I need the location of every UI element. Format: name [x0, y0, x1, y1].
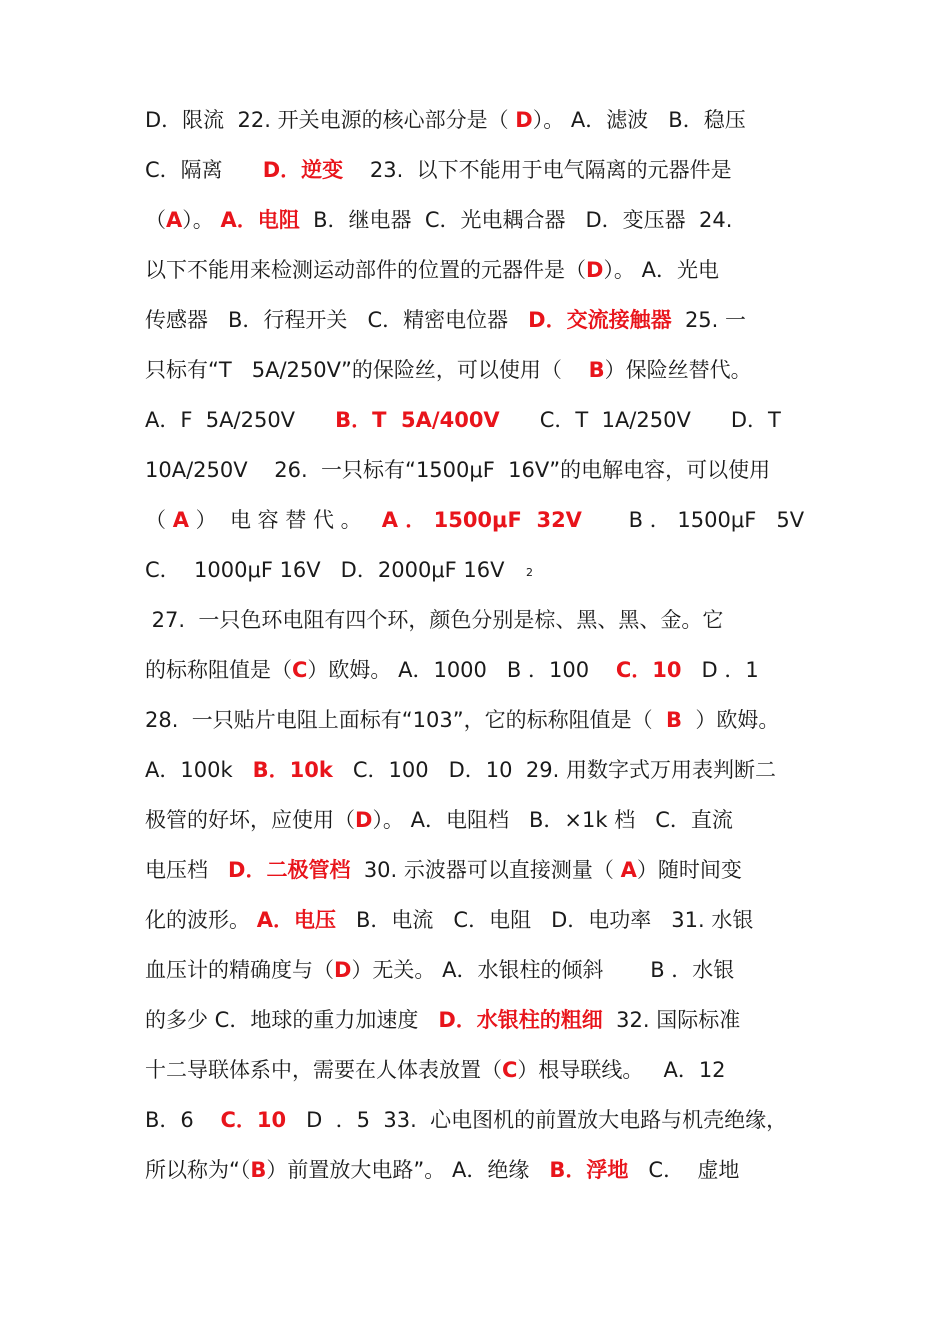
text-line — [145, 303, 825, 337]
text-line — [145, 803, 825, 837]
question-text: A．100k — [145, 758, 253, 782]
question-text: B．继电器 C．光电耦合器 D．变压器 24. — [299, 208, 733, 232]
question-text: 25. 一 — [671, 308, 747, 332]
answer-text: C．10 — [220, 1108, 287, 1132]
answer-text: D．交流接触器 — [528, 308, 672, 332]
answer-text: D．逆变 — [262, 158, 344, 182]
text-line — [145, 953, 825, 987]
question-text: ）。 A．光电 — [603, 258, 719, 282]
question-text: 极管的好坏，应使用（ — [145, 808, 355, 832]
text-line — [145, 853, 825, 887]
question-text: 化的波形。 — [145, 908, 257, 932]
answer-text: C — [502, 1058, 518, 1082]
question-text: （ — [145, 508, 173, 532]
text-line — [145, 1103, 825, 1137]
answer-text: A — [620, 858, 637, 882]
question-text: C． 虚地 — [628, 1158, 740, 1182]
question-text: C．100 D．10 29. 用数字式万用表判断二 — [332, 758, 776, 782]
answer-text: A ． 1500μF 32V — [381, 508, 582, 532]
answer-text: C — [292, 658, 308, 682]
question-text: C．隔离 — [145, 158, 263, 182]
text-line — [145, 1053, 825, 1087]
answer-text: B — [250, 1158, 267, 1182]
text-line — [145, 403, 825, 437]
text-line — [145, 1003, 825, 1037]
question-text: B．6 — [145, 1108, 221, 1132]
answer-text: A — [166, 208, 183, 232]
text-line — [145, 653, 825, 687]
question-text: C．T 1A/250V D．T — [499, 408, 781, 432]
question-text: A．F 5A/250V — [145, 408, 336, 432]
text-line — [145, 503, 825, 537]
question-text: ）前置放大电路”。 A．绝缘 — [266, 1158, 550, 1182]
question-text: 传感器 B．行程开关 C．精密电位器 — [145, 308, 529, 332]
text-line — [145, 903, 825, 937]
text-line — [145, 703, 825, 737]
question-text: 10A/250V 26. 一只标有“1500μF 16V”的电解电容，可以使用 — [145, 458, 771, 482]
question-text: 只标有“T 5A/250V”的保险丝，可以使用（ — [145, 358, 589, 382]
answer-text: A．电阻 — [220, 208, 300, 232]
text-line — [145, 553, 825, 587]
question-text: ）保险丝替代。 — [604, 358, 752, 382]
answer-text: D — [586, 258, 604, 282]
question-text: （ — [145, 208, 166, 232]
question-text: 以下不能用来检测运动部件的位置的元器件是（ — [145, 258, 586, 282]
answer-text: D — [334, 958, 352, 982]
question-text: ）根导联线。 A．12 — [517, 1058, 726, 1082]
question-text: ）随时间变 — [636, 858, 742, 882]
question-text: B ． 1500μF 5V — [581, 508, 805, 532]
answer-text: D — [355, 808, 373, 832]
text-line — [145, 1153, 825, 1187]
question-text: 血压计的精确度与（ — [145, 958, 334, 982]
text-line — [145, 353, 825, 387]
answer-text: D．水银柱的粗细 — [438, 1008, 603, 1032]
answer-text: B．T 5A/400V — [335, 408, 500, 432]
question-text: D．限流 22. 开关电源的核心部分是（ — [145, 108, 516, 132]
page-number: 2 — [526, 566, 533, 579]
question-text: B．电流 C．电阻 D．电功率 31. 水银 — [335, 908, 754, 932]
question-text: 电压档 — [145, 858, 229, 882]
text-line — [145, 253, 825, 287]
text-line — [145, 153, 825, 187]
text-line — [145, 103, 825, 137]
question-text: D ．1 — [681, 658, 759, 682]
question-text: ）。 A．电阻档 B．×1k 档 C．直流 — [372, 808, 733, 832]
question-text: ）无关。 A．水银柱的倾斜 B ．水银 — [351, 958, 735, 982]
answer-text: B．10k — [252, 758, 333, 782]
question-text: ）欧姆。 A．1000 B ．100 — [307, 658, 616, 682]
answer-text: B．浮地 — [549, 1158, 629, 1182]
answer-text: B — [665, 708, 682, 732]
question-text: D ．5 33. 心电图机的前置放大电路与机壳绝缘， — [286, 1108, 788, 1132]
answer-text: D．二极管档 — [228, 858, 351, 882]
text-line — [145, 203, 825, 237]
question-text: 的多少 C．地球的重力加速度 — [145, 1008, 439, 1032]
answer-text: C．10 — [615, 658, 682, 682]
question-text: ）。 — [182, 208, 221, 232]
question-text: C． 1000μF 16V D．2000μF 16V — [145, 558, 505, 582]
question-text: 23. 以下不能用于电气隔离的元器件是 — [343, 158, 732, 182]
question-text: 30. 示波器可以直接测量（ — [350, 858, 621, 882]
question-text: 的标称阻值是（ — [145, 658, 292, 682]
answer-text: A — [172, 508, 189, 532]
text-line — [145, 453, 825, 487]
question-text: 所以称为“（ — [145, 1158, 251, 1182]
text-line — [145, 753, 825, 787]
question-text: 32. 国际标准 — [602, 1008, 741, 1032]
question-text: ）。 A．滤波 B．稳压 — [532, 108, 746, 132]
question-text: 27. 一只色环电阻有四个环，颜色分别是棕、黑、黑、金。它 — [145, 608, 724, 632]
answer-text: A．电压 — [256, 908, 336, 932]
answer-text: B — [588, 358, 605, 382]
text-line — [145, 603, 825, 637]
question-text: 28. 一只贴片电阻上面标有“103”，它的标称阻值是（ — [145, 708, 666, 732]
answer-text: D — [515, 108, 533, 132]
question-text: 十二导联体系中，需要在人体表放置（ — [145, 1058, 502, 1082]
question-text: ）欧姆。 — [681, 708, 780, 732]
question-text: ） 电 容 替 代 。 — [188, 508, 382, 532]
